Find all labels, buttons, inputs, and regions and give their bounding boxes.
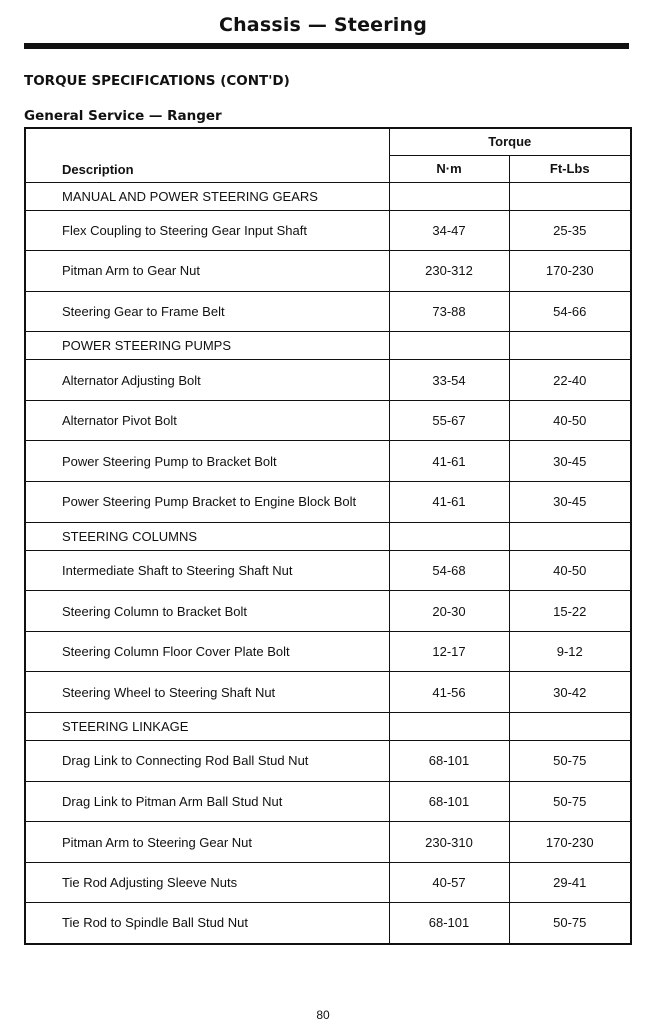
section-heading-row [25,332,631,360]
nm-value-cell: 73-88 [389,291,509,332]
section-title: TORQUE SPECIFICATIONS (CONT'D) [24,73,290,89]
nm-value-cell: 68-101 [389,741,509,782]
page-number: 80 [316,1008,330,1022]
empty-cell [509,332,631,360]
ftlbs-value-cell: 50-75 [509,903,631,944]
description-cell: Intermediate Shaft to Steering Shaft Nut [25,550,389,591]
nm-value-cell: 68-101 [389,781,509,822]
ftlbs-value-cell: 30-45 [509,482,631,523]
nm-value-cell: 230-312 [389,251,509,292]
description-cell: Drag Link to Pitman Arm Ball Stud Nut [25,781,389,822]
table-row [25,781,631,822]
torque-column-header: Torque [389,128,631,155]
table-row [25,360,631,401]
title-rule [24,43,629,49]
empty-cell [509,522,631,550]
description-cell: Tie Rod Adjusting Sleeve Nuts [25,862,389,903]
description-cell: Flex Coupling to Steering Gear Input Shaft [25,210,389,251]
section-heading-row [25,182,631,210]
nm-value-cell: 40-57 [389,862,509,903]
table-row [25,441,631,482]
table-row [25,550,631,591]
table-row [25,822,631,863]
page-title: Chassis — Steering [218,14,428,36]
nm-value-cell: 41-56 [389,672,509,713]
table-row [25,631,631,672]
nm-value-cell: 33-54 [389,360,509,401]
ftlbs-value-cell: 40-50 [509,400,631,441]
description-cell: Steering Column Floor Cover Plate Bolt [25,631,389,672]
torque-table-container [24,127,630,945]
ftlbs-value-cell: 29-41 [509,862,631,903]
section-heading: POWER STEERING PUMPS [25,332,389,360]
empty-cell [389,182,509,210]
empty-cell [389,332,509,360]
empty-cell [509,182,631,210]
ftlbs-value-cell: 9-12 [509,631,631,672]
ftlbs-value-cell: 25-35 [509,210,631,251]
ftlbs-value-cell: 170-230 [509,822,631,863]
ftlbs-value-cell: 170-230 [509,251,631,292]
nm-value-cell: 41-61 [389,482,509,523]
section-subtitle: General Service — Ranger [24,108,222,124]
ftlbs-value-cell: 22-40 [509,360,631,401]
nm-column-header: N·m [389,155,509,182]
table-row [25,210,631,251]
description-cell: Pitman Arm to Steering Gear Nut [25,822,389,863]
torque-table [24,127,632,945]
table-row [25,741,631,782]
nm-value-cell: 68-101 [389,903,509,944]
description-cell: Steering Column to Bracket Bolt [25,591,389,632]
table-row [25,862,631,903]
ftlbs-value-cell: 40-50 [509,550,631,591]
ftlbs-value-cell: 50-75 [509,741,631,782]
empty-cell [509,713,631,741]
nm-value-cell: 12-17 [389,631,509,672]
description-column-header: Description [25,128,389,182]
nm-value-cell: 55-67 [389,400,509,441]
table-row [25,291,631,332]
ftlbs-column-header: Ft-Lbs [509,155,631,182]
nm-value-cell: 20-30 [389,591,509,632]
table-row [25,591,631,632]
nm-value-cell: 41-61 [389,441,509,482]
section-heading: MANUAL AND POWER STEERING GEARS [25,182,389,210]
description-cell: Alternator Adjusting Bolt [25,360,389,401]
ftlbs-value-cell: 30-42 [509,672,631,713]
section-heading: STEERING COLUMNS [25,522,389,550]
table-row [25,903,631,944]
empty-cell [389,522,509,550]
section-heading-row [25,713,631,741]
table-body [25,182,631,944]
description-cell: Power Steering Pump to Bracket Bolt [25,441,389,482]
section-heading-row [25,522,631,550]
description-cell: Tie Rod to Spindle Ball Stud Nut [25,903,389,944]
ftlbs-value-cell: 54-66 [509,291,631,332]
description-cell: Alternator Pivot Bolt [25,400,389,441]
ftlbs-value-cell: 50-75 [509,781,631,822]
table-row [25,672,631,713]
nm-value-cell: 230-310 [389,822,509,863]
description-cell: Power Steering Pump Bracket to Engine Block Bolt [25,482,389,523]
description-cell: Pitman Arm to Gear Nut [25,251,389,292]
empty-cell [389,713,509,741]
table-row [25,251,631,292]
table-row [25,482,631,523]
section-heading: STEERING LINKAGE [25,713,389,741]
nm-value-cell: 34-47 [389,210,509,251]
ftlbs-value-cell: 15-22 [509,591,631,632]
table-row [25,400,631,441]
description-cell: Steering Wheel to Steering Shaft Nut [25,672,389,713]
description-cell: Steering Gear to Frame Belt [25,291,389,332]
description-cell: Drag Link to Connecting Rod Ball Stud Nut [25,741,389,782]
nm-value-cell: 54-68 [389,550,509,591]
ftlbs-value-cell: 30-45 [509,441,631,482]
